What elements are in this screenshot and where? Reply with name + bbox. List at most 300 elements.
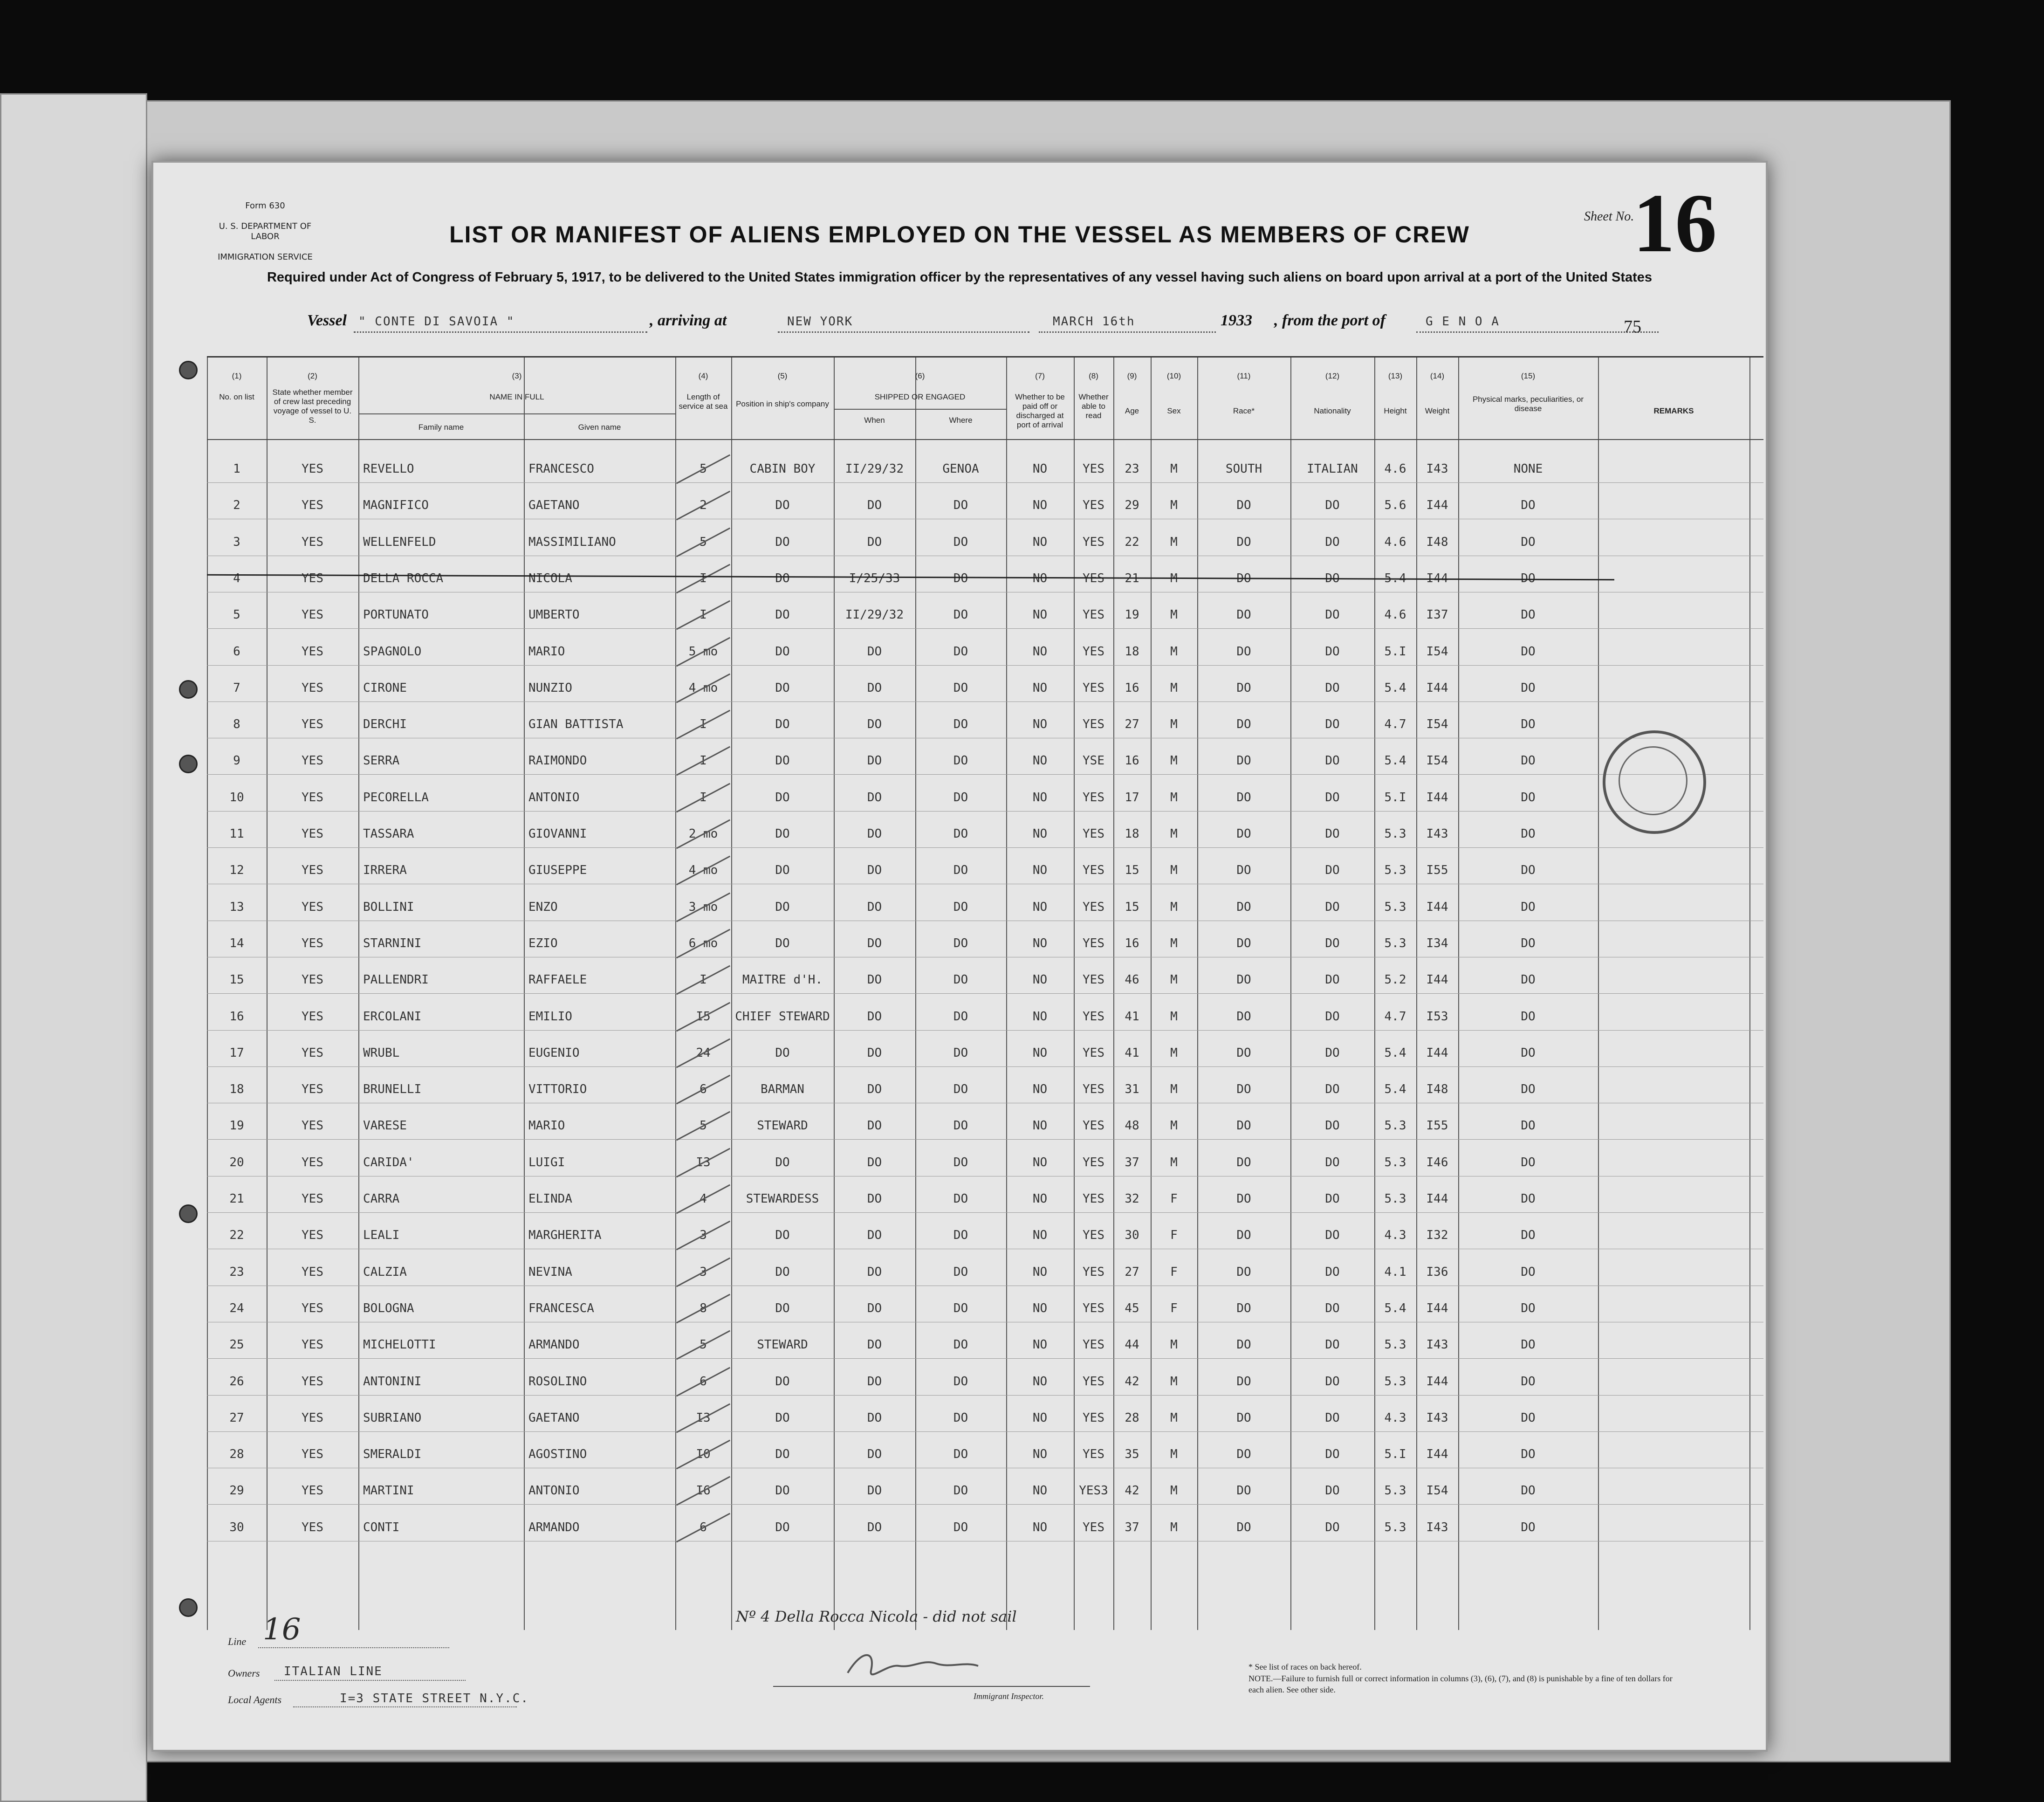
table-cell: STEWARDESS <box>746 1192 819 1206</box>
table-cell: DO <box>953 1045 968 1060</box>
table-cell: DO <box>953 1447 968 1462</box>
table-cell: 45 <box>1125 1301 1139 1315</box>
table-cell: DO <box>867 717 882 732</box>
col-header-weight: Weight <box>1425 406 1450 415</box>
table-cell: DO <box>953 1301 968 1315</box>
table-cell: 10 <box>229 790 244 805</box>
table-cell: DO <box>1236 498 1251 513</box>
table-cell: CALZIA <box>363 1265 407 1279</box>
table-cell: YES <box>302 1045 323 1060</box>
table-cell: I43 <box>1426 1338 1448 1352</box>
table-cell: SUBRIANO <box>363 1410 422 1425</box>
table-cell: I3 <box>696 1155 711 1169</box>
table-cell: M <box>1170 1520 1178 1534</box>
table-cell: 5.4 <box>1384 754 1406 768</box>
table-cell: YES <box>302 1228 323 1243</box>
handwritten-note: Nº 4 Della Rocca Nicola - did not sail <box>736 1608 1017 1625</box>
table-cell: I54 <box>1426 1484 1448 1498</box>
table-cell: YES <box>1083 1155 1104 1169</box>
table-cell: 6 <box>700 1520 707 1534</box>
table-cell: DO <box>775 863 790 878</box>
table-cell: I44 <box>1426 1192 1448 1206</box>
vessel-label: Vessel <box>307 312 347 329</box>
table-cell: GIOVANNI <box>528 827 587 841</box>
table-cell: DO <box>1236 1228 1251 1243</box>
table-cell: DO <box>867 1301 882 1315</box>
table-cell: DO <box>867 1155 882 1169</box>
binder-hole <box>179 1204 198 1223</box>
table-cell: SMERALDI <box>363 1447 422 1462</box>
table-cell: 5.4 <box>1384 1045 1406 1060</box>
table-cell: NO <box>1032 571 1048 585</box>
table-cell: M <box>1170 681 1178 695</box>
table-cell: I43 <box>1426 1410 1448 1425</box>
table-cell: DO <box>1521 1155 1536 1169</box>
table-cell: DO <box>775 681 790 695</box>
table-cell: GIUSEPPE <box>528 863 587 878</box>
table-cell: DO <box>1325 900 1340 914</box>
table-cell: DO <box>775 936 790 950</box>
table-cell: PECORELLA <box>363 790 429 805</box>
table-cell: DO <box>1521 900 1536 914</box>
table-cell: DO <box>953 936 968 950</box>
table-cell: CONTI <box>363 1520 400 1534</box>
table-cell: 2 <box>700 498 707 513</box>
table-cell: DO <box>1325 754 1340 768</box>
table-cell: DO <box>953 863 968 878</box>
col-num: (4) <box>698 371 708 380</box>
table-cell: ARMANDO <box>528 1520 580 1534</box>
table-cell: DO <box>1236 1082 1251 1097</box>
table-cell: 16 <box>1125 754 1139 768</box>
table-cell: DO <box>867 1265 882 1279</box>
table-cell: 37 <box>1125 1155 1139 1169</box>
table-cell: DO <box>953 1082 968 1097</box>
table-cell: CARIDA' <box>363 1155 414 1169</box>
table-cell: DO <box>1325 1192 1340 1206</box>
name-subrule <box>358 413 675 414</box>
table-cell: YES <box>302 754 323 768</box>
table-cell: DO <box>1236 1192 1251 1206</box>
table-cell: DO <box>867 1119 882 1133</box>
table-cell: NO <box>1032 973 1048 987</box>
table-cell: I <box>700 571 707 585</box>
table-cell: YES <box>302 535 323 549</box>
table-cell: 5.3 <box>1384 1155 1406 1169</box>
table-cell: DO <box>1325 644 1340 659</box>
table-row <box>207 665 1763 702</box>
table-cell: YES <box>1083 1082 1104 1097</box>
table-cell: YES <box>302 936 323 950</box>
table-cell: 20 <box>229 1155 244 1169</box>
table-cell: 4.6 <box>1384 608 1406 622</box>
table-cell: DO <box>953 535 968 549</box>
line-label: Line <box>228 1636 247 1647</box>
crew-table <box>207 356 1763 1616</box>
table-cell: DO <box>953 754 968 768</box>
table-cell: 17 <box>229 1045 244 1060</box>
table-cell: NO <box>1032 1410 1048 1425</box>
table-cell: NONE <box>1513 462 1543 476</box>
table-cell: 19 <box>229 1119 244 1133</box>
table-cell: I/25/33 <box>849 571 900 585</box>
table-cell: NO <box>1032 827 1048 841</box>
table-cell: YES <box>1083 936 1104 950</box>
table-cell: DO <box>1521 571 1536 585</box>
table-cell: 6 mo <box>688 936 718 950</box>
table-cell: VARESE <box>363 1119 407 1133</box>
table-cell: CHIEF STEWARD <box>735 1009 830 1024</box>
table-cell: 4.6 <box>1384 462 1406 476</box>
table-cell: DO <box>867 1045 882 1060</box>
table-cell: 7 <box>233 681 240 695</box>
table-cell: DO <box>1236 827 1251 841</box>
table-cell: TASSARA <box>363 827 414 841</box>
table-cell: 15 <box>229 973 244 987</box>
table-cell: 28 <box>229 1447 244 1462</box>
table-cell: FRANCESCA <box>528 1301 594 1315</box>
col-header-service: Length of service at sea <box>679 392 728 411</box>
table-cell: DO <box>953 827 968 841</box>
table-cell: 22 <box>229 1228 244 1243</box>
table-cell: SOUTH <box>1225 462 1262 476</box>
table-cell: DO <box>1521 535 1536 549</box>
table-cell: ELINDA <box>528 1192 572 1206</box>
table-cell: GIAN BATTISTA <box>528 717 624 732</box>
table-cell: YES <box>1083 790 1104 805</box>
table-cell: 4 mo <box>688 681 718 695</box>
table-cell: EUGENIO <box>528 1045 580 1060</box>
table-cell: M <box>1170 1119 1178 1133</box>
table-cell: DO <box>1521 681 1536 695</box>
table-cell: NO <box>1032 1265 1048 1279</box>
table-cell: YES <box>302 827 323 841</box>
col-num: (14) <box>1430 371 1445 380</box>
table-cell: NO <box>1032 1447 1048 1462</box>
vessel-underline <box>354 331 647 333</box>
table-cell: DO <box>867 754 882 768</box>
table-cell: 5.6 <box>1384 498 1406 513</box>
table-cell: NO <box>1032 1338 1048 1352</box>
table-row <box>207 446 1763 483</box>
table-cell: DO <box>1521 717 1536 732</box>
table-cell: M <box>1170 936 1178 950</box>
table-cell: CIRONE <box>363 681 407 695</box>
table-cell: DO <box>1521 1228 1536 1243</box>
table-cell: 31 <box>1125 1082 1139 1097</box>
table-cell: MARTINI <box>363 1484 414 1498</box>
page-mark: 75 <box>1624 317 1641 337</box>
table-cell: DO <box>775 900 790 914</box>
table-cell: M <box>1170 1045 1178 1060</box>
table-cell: 21 <box>229 1192 244 1206</box>
table-cell: NUNZIO <box>528 681 572 695</box>
col-header-given-name: Given name <box>578 423 621 432</box>
col-header-shipped: SHIPPED OR ENGAGED <box>874 392 966 401</box>
table-cell: 5.I <box>1384 644 1406 659</box>
table-cell: BOLOGNA <box>363 1301 414 1315</box>
table-cell: DO <box>775 1447 790 1462</box>
table-cell: I43 <box>1426 827 1448 841</box>
voyage-line <box>307 312 1705 340</box>
table-cell: 15 <box>1125 900 1139 914</box>
table-cell: NO <box>1032 1192 1048 1206</box>
table-cell: 17 <box>1125 790 1139 805</box>
table-cell: 8 <box>233 717 240 732</box>
table-cell: BRUNELLI <box>363 1082 422 1097</box>
table-cell: M <box>1170 1374 1178 1389</box>
table-cell: YES <box>302 1155 323 1169</box>
table-cell: LEALI <box>363 1228 400 1243</box>
from-port-label: , from the port of <box>1274 312 1386 329</box>
table-cell: 18 <box>229 1082 244 1097</box>
table-row <box>207 1140 1763 1176</box>
table-cell: 13 <box>229 900 244 914</box>
table-cell: DO <box>867 1009 882 1024</box>
table-cell: 44 <box>1125 1338 1139 1352</box>
table-cell: YES <box>302 863 323 878</box>
col-num: (13) <box>1388 371 1403 380</box>
table-cell: DO <box>775 1155 790 1169</box>
table-cell: DO <box>1521 1338 1536 1352</box>
table-cell: I44 <box>1426 900 1448 914</box>
departure-port: G E N O A <box>1426 315 1500 329</box>
table-cell: DO <box>953 681 968 695</box>
col-num: (2) <box>308 371 317 380</box>
table-cell: 22 <box>1125 535 1139 549</box>
table-cell: DO <box>867 681 882 695</box>
table-cell: I53 <box>1426 1009 1448 1024</box>
table-cell: DO <box>1325 1082 1340 1097</box>
table-cell: DO <box>953 1410 968 1425</box>
table-cell: 5.3 <box>1384 1119 1406 1133</box>
table-cell: UMBERTO <box>528 608 580 622</box>
table-cell: DO <box>775 1520 790 1534</box>
table-cell: WELLENFELD <box>363 535 436 549</box>
table-cell: DO <box>867 973 882 987</box>
line-underline <box>258 1647 449 1648</box>
table-cell: DO <box>1521 1484 1536 1498</box>
table-cell: ARMANDO <box>528 1338 580 1352</box>
table-cell: YES <box>302 498 323 513</box>
table-cell: 24 <box>229 1301 244 1315</box>
table-cell: M <box>1170 535 1178 549</box>
table-cell: DO <box>867 900 882 914</box>
table-cell: YES <box>302 1484 323 1498</box>
page-subtitle: Required under Act of Congress of February 5, 1917, to be delivered to the United States immigration officer by the representatives of any vessel having such aliens on board upon arrival at a port of the United States <box>267 270 1653 285</box>
race-note: * See list of races on back hereof. <box>1248 1662 1362 1671</box>
table-cell: DO <box>867 863 882 878</box>
table-cell: DO <box>775 535 790 549</box>
table-cell: 21 <box>1125 571 1139 585</box>
table-cell: 27 <box>1125 1265 1139 1279</box>
table-cell: NO <box>1032 644 1048 659</box>
table-cell: YES <box>302 1082 323 1097</box>
table-cell: DO <box>1521 754 1536 768</box>
col-num: (12) <box>1325 371 1340 380</box>
table-row <box>207 921 1763 957</box>
table-cell: CABIN BOY <box>749 462 816 476</box>
table-row <box>207 702 1763 738</box>
table-cell: DO <box>867 1447 882 1462</box>
table-cell: M <box>1170 1082 1178 1097</box>
table-cell: DO <box>1325 827 1340 841</box>
table-cell: DO <box>775 498 790 513</box>
table-cell: YES <box>1083 1447 1104 1462</box>
table-cell: GAETANO <box>528 1410 580 1425</box>
penalty-note: NOTE.—Failure to furnish full or correct information in columns (3), (6), (7), and (8) is punishable by a fine of ten dollars for each alien. See other side. <box>1248 1674 1673 1694</box>
arrival-year: 1933 <box>1221 312 1252 329</box>
table-cell: 5 <box>700 462 707 476</box>
table-cell: MARIO <box>528 644 565 659</box>
col-header-marks: Physical marks, peculiarities, or disease <box>1472 395 1584 413</box>
table-cell: I <box>700 717 707 732</box>
table-cell: I44 <box>1426 1301 1448 1315</box>
col-num: (10) <box>1166 371 1181 380</box>
table-cell: YES <box>1083 1520 1104 1534</box>
table-cell: DO <box>1236 900 1251 914</box>
col-num: (8) <box>1089 371 1098 380</box>
table-cell: YES <box>1083 900 1104 914</box>
table-cell: 29 <box>229 1484 244 1498</box>
col-num: (6) <box>915 371 925 380</box>
service-name: IMMIGRATION SERVICE <box>218 252 313 262</box>
table-cell: DO <box>867 498 882 513</box>
table-row <box>207 1176 1763 1213</box>
departure-underline <box>1416 331 1659 333</box>
table-cell: DO <box>1236 754 1251 768</box>
table-cell: DO <box>867 1520 882 1534</box>
table-cell: DO <box>1325 535 1340 549</box>
table-cell: STEWARD <box>757 1119 808 1133</box>
binder-hole <box>179 361 198 379</box>
table-cell: YES <box>1083 1009 1104 1024</box>
col-num: (11) <box>1237 371 1251 380</box>
table-cell: DO <box>1521 1520 1536 1534</box>
table-cell: ITALIAN <box>1307 462 1358 476</box>
table-cell: DO <box>1236 973 1251 987</box>
table-cell: NO <box>1032 1301 1048 1315</box>
table-cell: M <box>1170 644 1178 659</box>
table-cell: NO <box>1032 1082 1048 1097</box>
table-cell: M <box>1170 1410 1178 1425</box>
table-cell: DO <box>1521 1119 1536 1133</box>
table-cell: DO <box>953 644 968 659</box>
table-cell: DO <box>1325 1338 1340 1352</box>
table-cell: DO <box>1236 608 1251 622</box>
table-cell: I55 <box>1426 1119 1448 1133</box>
table-cell: 16 <box>229 1009 244 1024</box>
table-cell: I43 <box>1426 1520 1448 1534</box>
table-cell: YES <box>1083 973 1104 987</box>
table-cell: 3 <box>700 1265 707 1279</box>
table-cell: YES <box>1083 1119 1104 1133</box>
table-cell: M <box>1170 973 1178 987</box>
owners-label: Owners <box>228 1667 260 1679</box>
table-cell: I37 <box>1426 608 1448 622</box>
table-cell: CARRA <box>363 1192 400 1206</box>
table-cell: EMILIO <box>528 1009 572 1024</box>
table-cell: GAETANO <box>528 498 580 513</box>
table-cell: F <box>1170 1192 1178 1206</box>
table-cell: PORTUNATO <box>363 608 429 622</box>
table-cell: DO <box>1236 1045 1251 1060</box>
table-cell: I44 <box>1426 681 1448 695</box>
manifest-sheet <box>151 161 1768 1752</box>
table-cell: YES <box>1083 1301 1104 1315</box>
table-cell: I46 <box>1426 1155 1448 1169</box>
table-cell: 24 <box>696 1045 711 1060</box>
table-cell: DO <box>1521 1447 1536 1462</box>
table-cell: DO <box>1325 973 1340 987</box>
table-cell: VITTORIO <box>528 1082 587 1097</box>
table-cell: M <box>1170 827 1178 841</box>
table-row <box>207 1468 1763 1505</box>
table-cell: 28 <box>1125 1410 1139 1425</box>
table-cell: DO <box>775 1374 790 1389</box>
table-row <box>207 556 1763 592</box>
table-cell: DO <box>775 1228 790 1243</box>
table-cell: FRANCESCO <box>528 462 594 476</box>
port-underline <box>778 331 1029 333</box>
table-cell: YES <box>1083 1265 1104 1279</box>
table-cell: 30 <box>1125 1228 1139 1243</box>
table-cell: DERCHI <box>363 717 407 732</box>
table-cell: YES <box>302 1119 323 1133</box>
table-cell: YES <box>302 681 323 695</box>
table-cell: DO <box>867 535 882 549</box>
table-cell: ANTONIO <box>528 1484 580 1498</box>
col-num: (9) <box>1127 371 1137 380</box>
table-cell: DO <box>867 1228 882 1243</box>
table-cell: 5 mo <box>688 644 718 659</box>
table-cell: 5.4 <box>1384 1082 1406 1097</box>
table-cell: ANTONINI <box>363 1374 422 1389</box>
table-cell: DO <box>1236 1447 1251 1462</box>
table-cell: NICOLA <box>528 571 572 585</box>
table-cell: DO <box>1236 1410 1251 1425</box>
table-cell: NO <box>1032 462 1048 476</box>
table-cell: DO <box>867 1338 882 1352</box>
table-cell: MARGHERITA <box>528 1228 602 1243</box>
table-row <box>207 775 1763 812</box>
table-cell: 42 <box>1125 1484 1139 1498</box>
table-cell: DO <box>1521 498 1536 513</box>
table-cell: DO <box>1325 1410 1340 1425</box>
table-cell: DO <box>1325 936 1340 950</box>
table-cell: NO <box>1032 936 1048 950</box>
table-cell: NO <box>1032 863 1048 878</box>
table-cell: NO <box>1032 1520 1048 1534</box>
table-cell: 30 <box>229 1520 244 1534</box>
table-cell: DO <box>775 1045 790 1060</box>
col-header-last-voyage: State whether member of crew last preceding voyage of vessel to U. S. <box>272 388 353 425</box>
table-cell: DO <box>775 754 790 768</box>
table-row <box>207 519 1763 556</box>
table-cell: DO <box>1236 1009 1251 1024</box>
table-cell: GENOA <box>942 462 979 476</box>
table-cell: 41 <box>1125 1009 1139 1024</box>
table-cell: I44 <box>1426 1447 1448 1462</box>
table-cell: F <box>1170 1228 1178 1243</box>
table-cell: MASSIMILIANO <box>528 535 616 549</box>
table-cell: DO <box>775 1301 790 1315</box>
table-cell: 4.3 <box>1384 1228 1406 1243</box>
table-cell: 42 <box>1125 1374 1139 1389</box>
col-header-sex: Sex <box>1167 406 1181 415</box>
table-cell: DO <box>1236 571 1251 585</box>
arrival-date: MARCH 16th <box>1053 315 1135 329</box>
